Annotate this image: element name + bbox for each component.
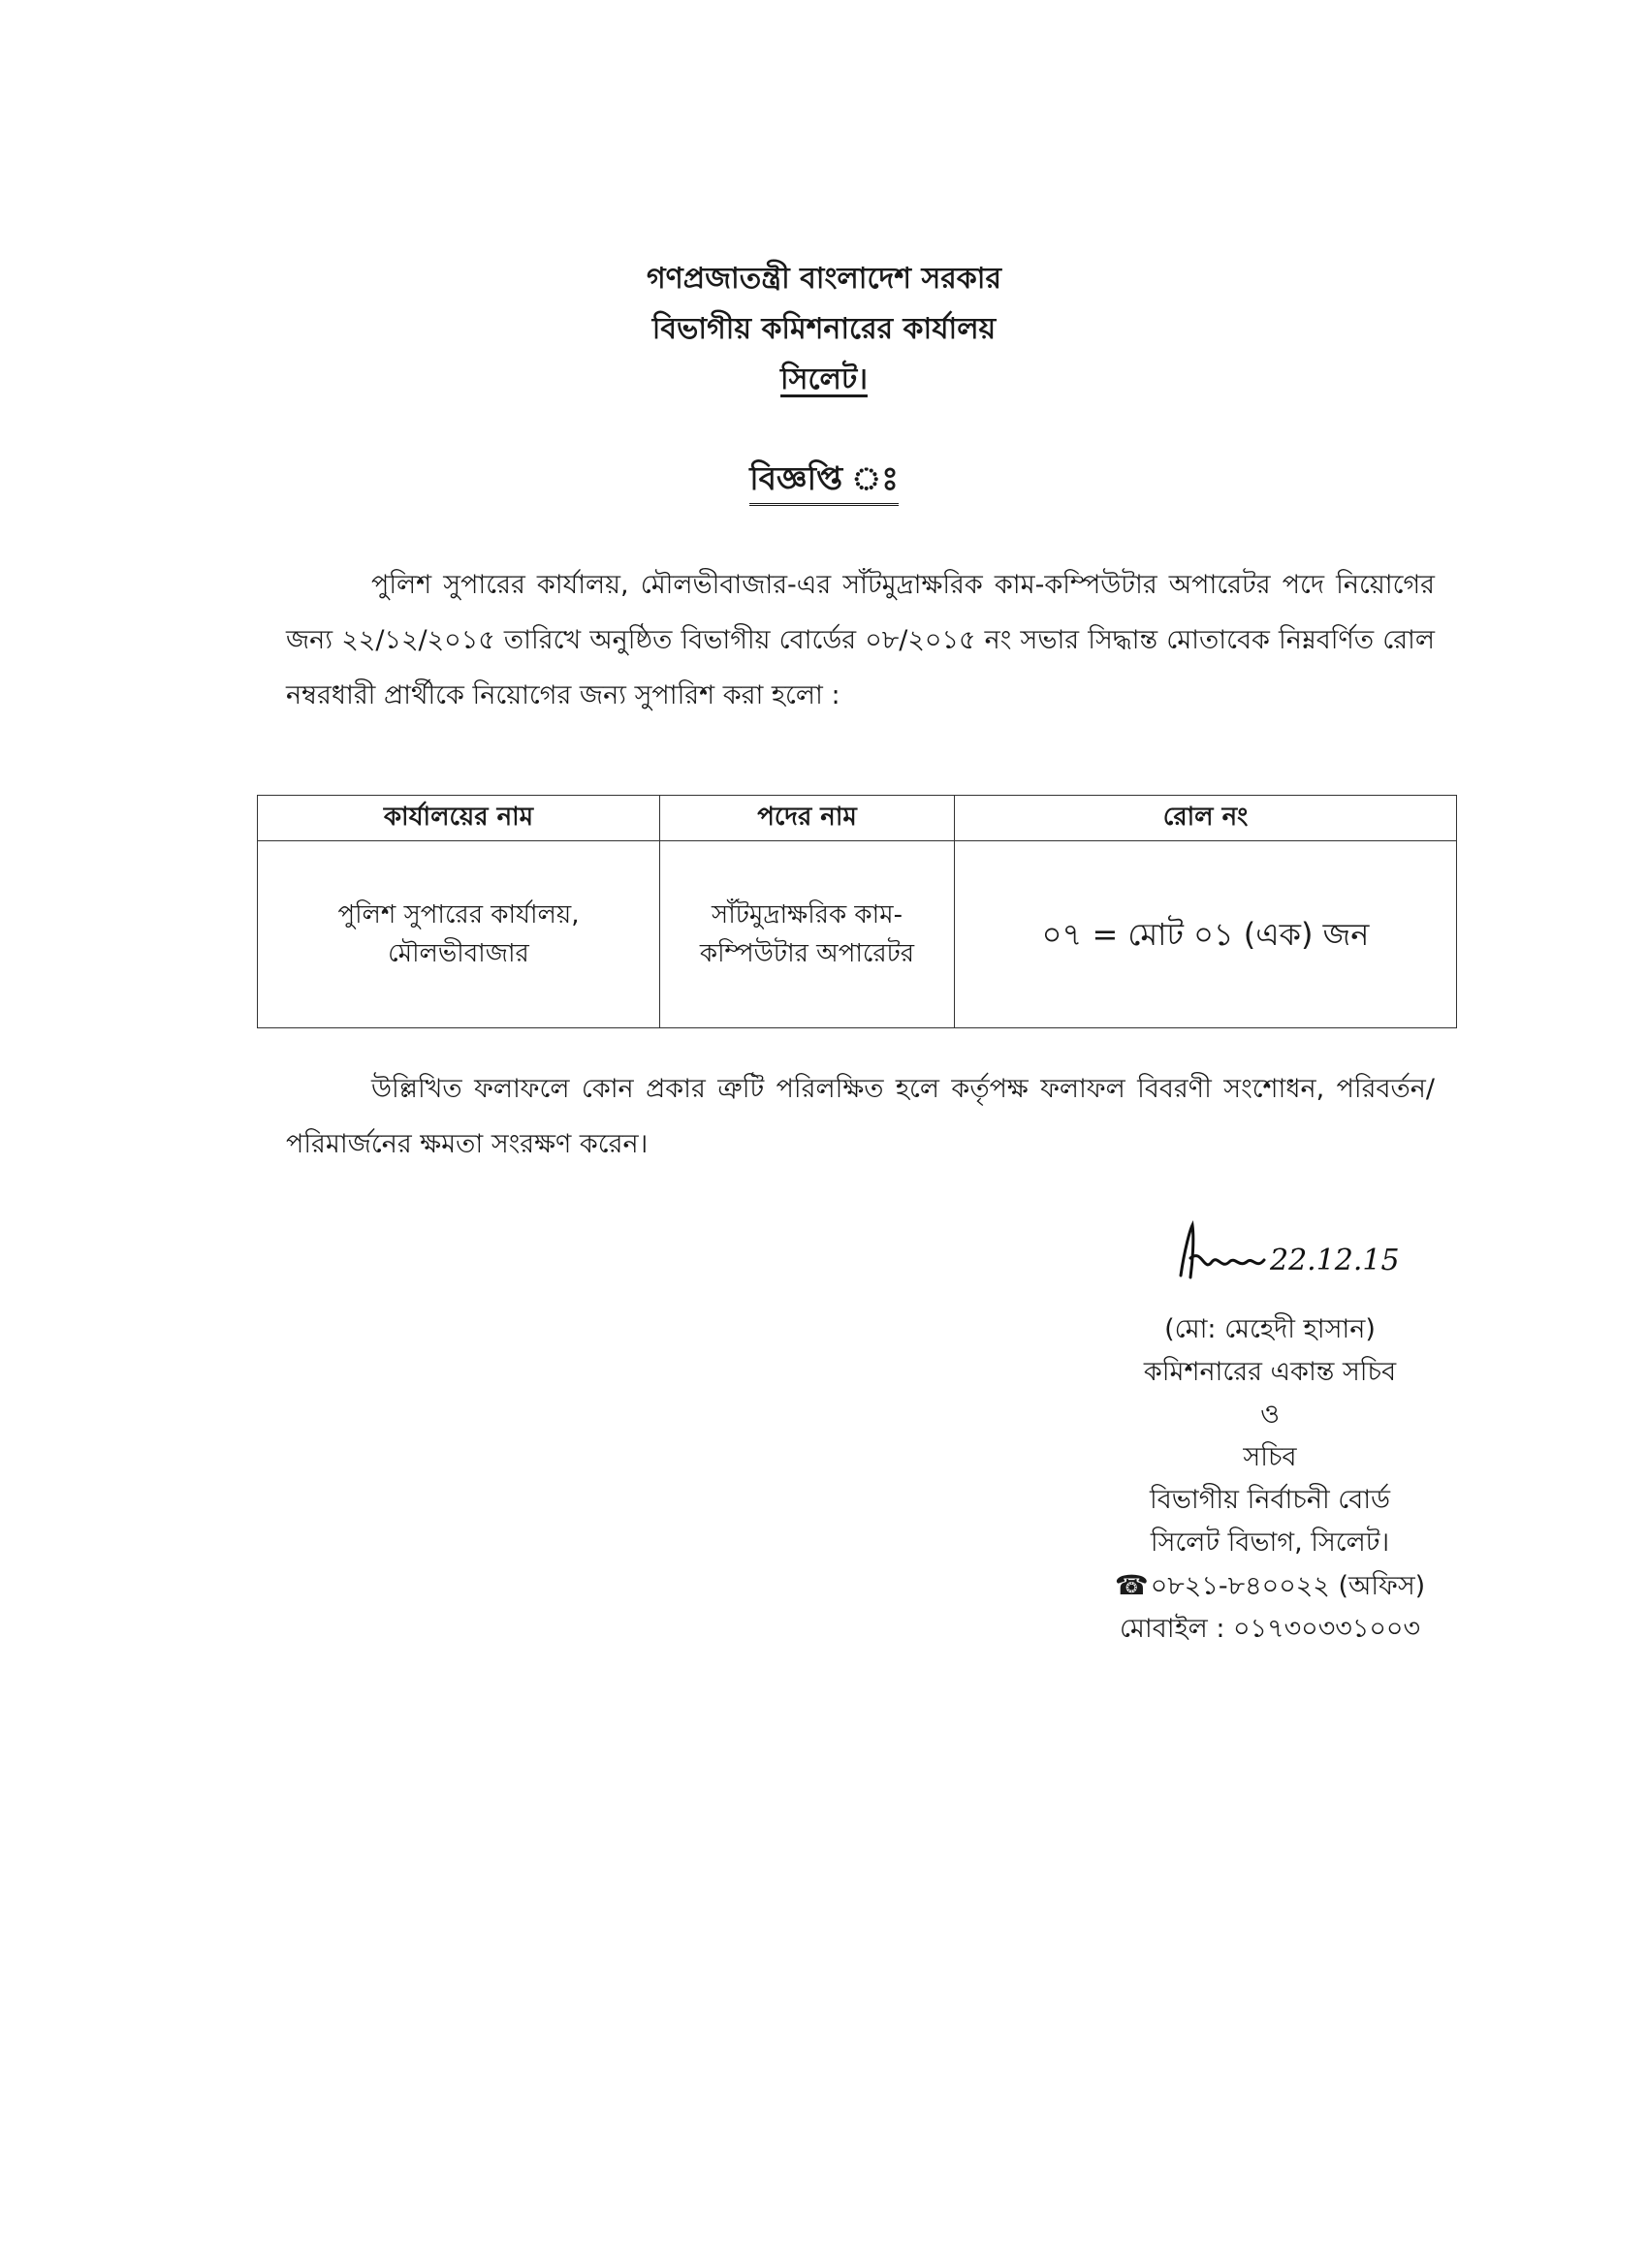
signature-date: 22.12.15 (1270, 1244, 1400, 1277)
signatory-name: (মো: মেহেদী হাসান) (1164, 1314, 1376, 1344)
notice-body-paragraph: পুলিশ সুপারের কার্যালয়, মৌলভীবাজার-এর সাঁটমুদ্রাক্ষরিক কাম-কম্পিউটার অপারেটর পদে নিয়োগের জন্য ২২/১২/২০১৫ তারিখে অনুষ্ঠিত বিভাগীয় বোর্ডের ০৮/২০১৫ নং সভার সিদ্ধান্ত মোতাবেক নিম্নবর্ণিত রোল নম্বরধারী প্রার্থীকে নিয়োগের জন্য সুপারিশ করা হলো : (286, 570, 1435, 710)
office-location: সিলেট। (780, 362, 868, 396)
recommendation-table (257, 795, 1457, 1028)
column-header-roll: রোল নং (955, 796, 1457, 841)
signatory-designation: কমিশনারের একান্ত সচিব (1143, 1357, 1397, 1387)
office-phone: ☎০৮২১-৮৪০০২২ (অফিস) (1037, 1564, 1503, 1608)
table-header-row (258, 796, 1457, 841)
column-header-post: পদের নাম (659, 796, 954, 841)
office-cell: পুলিশ সুপারের কার্যালয়, মৌলভীবাজার (258, 841, 660, 1028)
table-row (258, 841, 1457, 1028)
board-location: সিলেট বিভাগ, সিলেট। (1150, 1528, 1390, 1558)
letterhead (0, 254, 1648, 405)
post-cell: সাঁটমুদ্রাক্ষরিক কাম- কম্পিউটার অপারেটর (659, 841, 954, 1028)
disclaimer-paragraph: উল্লিখিত ফলাফলে কোন প্রকার ত্রুটি পরিলক্ষিত হলে কর্তৃপক্ষ ফলাফল বিবরণী সংশোধন, পরিবর্তন/পরিমার্জনের ক্ষমতা সংরক্ষণ করেন। (286, 1074, 1435, 1159)
signatory-designation-2: সচিব (1243, 1442, 1297, 1472)
notice-title: বিজ্ঞপ্তি ঃ (0, 454, 1648, 508)
roll-cell: ০৭ = মোট ০১ (এক) জন (955, 841, 1457, 1028)
mobile-number: মোবাইল : ০১৭৩০৩৩১০০৩ (1119, 1614, 1421, 1644)
telephone-icon: ☎ (1114, 1569, 1149, 1601)
office-name: বিভাগীয় কমিশনারের কার্যালয় (651, 312, 997, 346)
government-name: গণপ্রজাতন্ত্রী বাংলাদেশ সরকার (647, 262, 1001, 296)
column-header-office: কার্যালয়ের নাম (258, 796, 660, 841)
board-name: বিভাগীয় নির্বাচনী বোর্ড (1150, 1485, 1390, 1515)
signatory-block (1037, 1308, 1503, 1651)
handwritten-signature (1163, 1219, 1474, 1297)
signatory-conjunction: ও (1260, 1400, 1280, 1430)
